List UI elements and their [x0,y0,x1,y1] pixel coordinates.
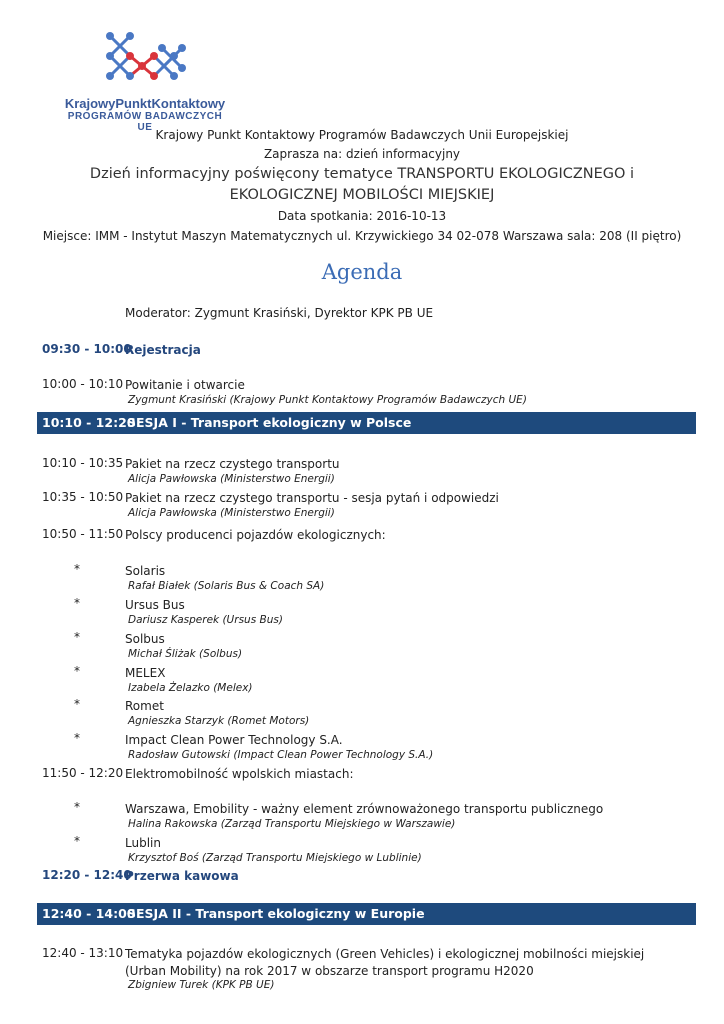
agenda-time: 10:00 - 10:10 [42,377,124,391]
agenda-title: Warszawa, Emobility - ważny element zrównoważonego transportu publicznego [125,802,604,816]
agenda-speaker: Radosław Gutowski (Impact Clean Power Technology S.A.) [128,749,434,761]
agenda-time: 12:20 - 12:40 [42,868,132,882]
agenda-speaker: Izabela Żelazko (Melex) [128,682,253,694]
logo-text-line1: KrajowyPunktKontaktowy [64,96,226,111]
invitation-text: Zaprasza na: dzień informacyjny [263,147,461,161]
moderator-line: Moderator: Zygmunt Krasiński, Dyrektor KPK PB UE [125,306,434,320]
agenda-title: Lublin [125,836,161,850]
kpk-logo [60,20,230,133]
session-time: 12:40 - 14:00 [42,906,136,921]
agenda-speaker: Michał Śliżak (Solbus) [128,648,243,660]
agenda-title: Tematyka pojazdów ekologicznych (Green Vehicles) i ekologicznej mobilności miejskiej (Urban Mobility) na rok 2017 w obszarze transport programu H2020 [125,947,645,978]
agenda-title: Pakiet na rzecz czystego transportu [125,457,340,471]
agenda-title: Ursus Bus [125,598,185,612]
bullet-marker: * [74,800,80,814]
event-date: Data spotkania: 2016-10-13 [277,209,447,223]
event-place: Miejsce: IMM - Instytut Maszyn Matematycznych ul. Krzywickiego 34 02-078 Warszawa sala: 208 (II piętro) [42,229,682,243]
agenda-title: Solbus [125,632,165,646]
bullet-marker: * [74,664,80,678]
agenda-speaker: Halina Rakowska (Zarząd Transportu Miejskiego w Warszawie) [128,818,456,830]
agenda-speaker: Krzysztof Boś (Zarząd Transportu Miejskiego w Lublinie) [128,852,422,864]
event-title-line1: Dzień informacyjny poświęcony tematyce TRANSPORTU EKOLOGICZNEGO i [89,166,635,182]
agenda-title: Elektromobilność wpolskich miastach: [125,767,354,781]
agenda-time: 09:30 - 10:00 [42,342,132,356]
agenda-time: 10:10 - 10:35 [42,456,124,470]
agenda-speaker: Alicja Pawłowska (Ministerstwo Energii) [128,507,335,519]
agenda-title: Rejestracja [125,343,201,357]
agenda-time: 12:40 - 13:10 [42,946,124,960]
agenda-time: 11:50 - 12:20 [42,766,124,780]
bullet-marker: * [74,731,80,745]
session-title: SESJA I - Transport ekologiczny w Polsce [127,415,412,430]
bullet-marker: * [74,697,80,711]
bullet-marker: * [74,596,80,610]
agenda-title: Pakiet na rzecz czystego transportu - sesja pytań i odpowiedzi [125,491,499,505]
network-logo-icon [98,26,194,90]
agenda-title: MELEX [125,666,166,680]
agenda-title: Powitanie i otwarcie [125,378,245,392]
session-header [37,412,696,434]
session-title: SESJA II - Transport ekologiczny w Europie [127,906,425,921]
bullet-marker: * [74,630,80,644]
agenda-time: 10:35 - 10:50 [42,490,124,504]
agenda-title: Polscy producenci pojazdów ekologicznych: [125,528,386,542]
organizer-name: Krajowy Punkt Kontaktowy Programów Badawczych Unii Europejskiej [155,128,569,142]
agenda-time: 10:50 - 11:50 [42,527,124,541]
agenda-title: Przerwa kawowa [125,869,239,883]
agenda-speaker: Zygmunt Krasiński (Krajowy Punkt Kontaktowy Programów Badawczych UE) [128,394,527,406]
agenda-heading: Agenda [321,260,403,284]
agenda-speaker: Agnieszka Starzyk (Romet Motors) [128,715,310,727]
agenda-speaker: Alicja Pawłowska (Ministerstwo Energii) [128,473,335,485]
agenda-speaker: Rafał Białek (Solaris Bus & Coach SA) [128,580,325,592]
logo-text-line2: PROGRAMÓW BADAWCZYCH UE [67,111,223,133]
session-time: 10:10 - 12:20 [42,415,136,430]
event-title-line2: EKOLOGICZNEJ MOBILOŚCI MIEJSKIEJ [229,187,495,203]
agenda-speaker: Dariusz Kasperek (Ursus Bus) [128,614,283,626]
bullet-marker: * [74,562,80,576]
agenda-title: Solaris [125,564,166,578]
agenda-title: Impact Clean Power Technology S.A. [125,733,343,747]
agenda-title: Romet [125,699,164,713]
session-header [37,903,696,925]
bullet-marker: * [74,834,80,848]
agenda-speaker: Zbigniew Turek (KPK PB UE) [128,979,275,991]
